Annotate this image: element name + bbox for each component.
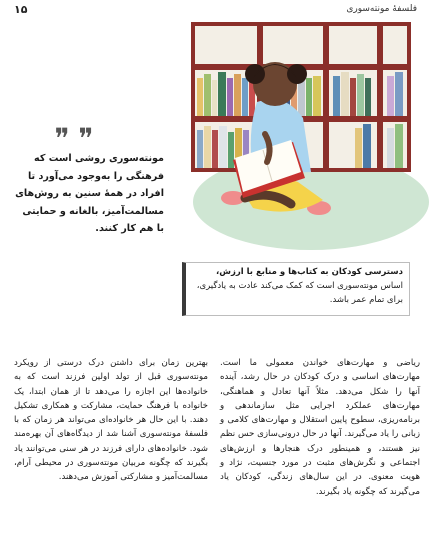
pull-quote bbox=[14, 122, 164, 238]
girl-reading-book-illustration bbox=[173, 22, 431, 254]
page-number: ۱۵ bbox=[14, 3, 28, 16]
page-header bbox=[0, 0, 431, 22]
body-paragraph: بهترین زمان برای داشتن درک درستی از رویکرد مونته‌سوری قبل از تولد اولین فرزند است که به خانواده‌ها این اجازه را می‌دهد تا از همان ابتدا، یک خانواده با فرهنگ حمایت، مشارکت و همکاری تشکیل دهند. با این حال هر خانواده‌ای می‌تواند هر زمان که با فلسفهٔ مونته‌سوری آشنا شد از دیدگاه‌های آن بهره‌مند شود. خانواده‌های دارای فرزند در هر سنی می‌توانند یاد بگیرند که چگونه مربیان مونته‌سوری در محیطی آرام، مسالمت‌آمیز و مشارکتی آموزش می‌دهند. bbox=[14, 358, 208, 483]
body-column-right bbox=[220, 356, 420, 499]
quotation-marks-icon: ❞ ❞ bbox=[54, 122, 94, 155]
body-paragraph: ریاضی و مهارت‌های خواندن معمولی ما است. مهارت‌های اساسی و درک کودکان در حال رشد، آینده آنها را شکل می‌دهد. مثلاً آنها تعادل و هماهنگی، مهارت‌های عملکرد اجرایی مثل سازماندهی و برنامه‌ریزی، سطوح پایین استقلال و مهارت‌های کلامی و زبانی را یاد می‌گیرند. آنها در حال درونی‌سازی حس نظم نیز هستند، و همینطور درک هنجارها و ارزش‌های اجتماعی و نگرش‌های مثبت در مورد جنسیت، نژاد و هویت معنوی. در این سال‌های زندگی، کودکان یاد می‌گیرند که چگونه یاد بگیرند. bbox=[220, 358, 420, 497]
pull-quote-text: مونته‌سوری روشی است که فرهنگی را به‌وجود می‌آورد تا افراد در همهٔ سنین به روش‌های مسالمت‌آمیز، بالغانه و حمایتی با هم کار کنند. bbox=[15, 153, 164, 234]
caption-lead: دسترسی کودکان به کتاب‌ها و منابع با ارزش، bbox=[216, 267, 403, 277]
image-caption bbox=[182, 262, 410, 316]
caption-text: اساس مونته‌سوری است که کمک می‌کند عادت به یادگیری، برای تمام عمر باشد. bbox=[196, 281, 403, 305]
body-column-left bbox=[14, 356, 208, 485]
running-title: فلسفهٔ مونته‌سوری bbox=[346, 4, 417, 14]
